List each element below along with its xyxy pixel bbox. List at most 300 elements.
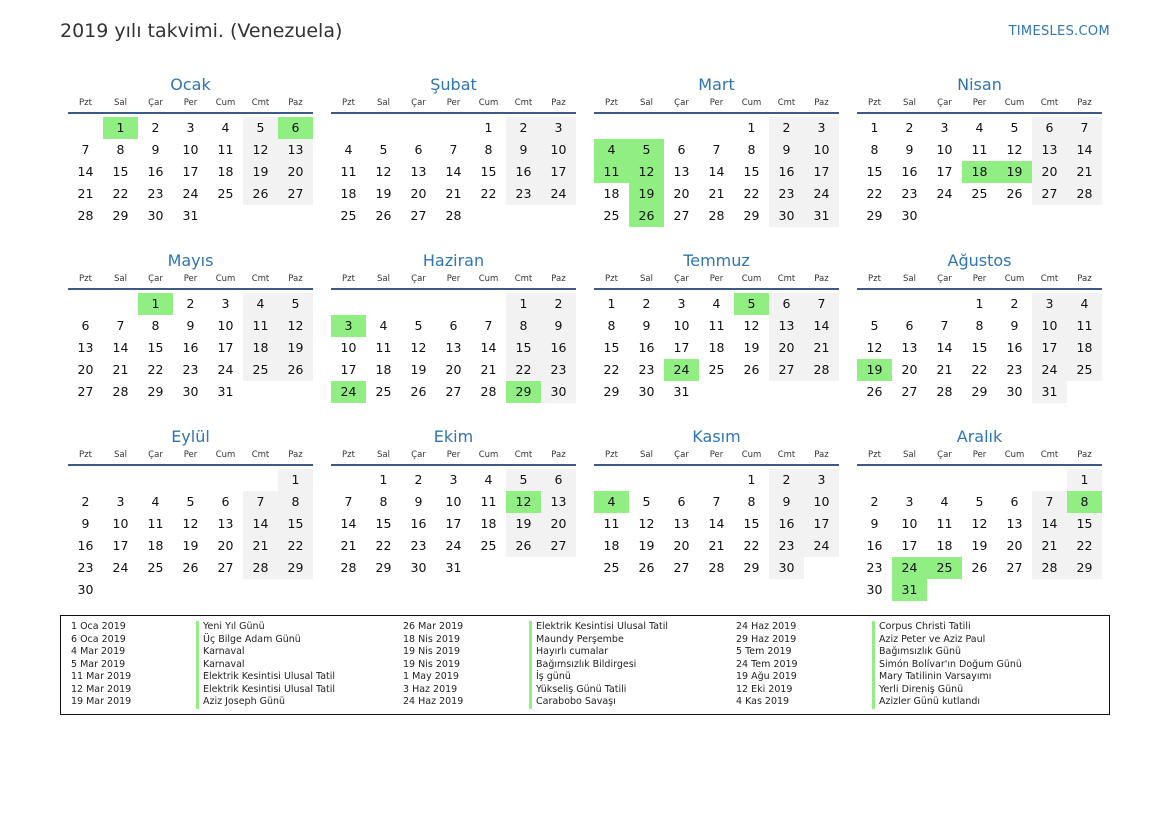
holiday-day-cell: 12 bbox=[506, 491, 541, 513]
day-cell: 19 bbox=[971, 538, 988, 553]
day-cell: 23 bbox=[638, 362, 655, 377]
day-cell: 17 bbox=[804, 161, 839, 183]
weekday-label: Per bbox=[709, 274, 724, 284]
day-cell: 29 bbox=[866, 208, 883, 223]
day-cell: 3 bbox=[1032, 293, 1067, 315]
month-calendar bbox=[331, 249, 576, 425]
day-cell: 10 bbox=[182, 142, 199, 157]
day-cell: 1 bbox=[870, 120, 879, 135]
holiday-date: 24 Tem 2019 bbox=[736, 658, 798, 670]
holiday-date: 19 Nis 2019 bbox=[403, 658, 460, 670]
day-cell: 27 bbox=[541, 535, 576, 557]
day-cell: 5 bbox=[243, 117, 278, 139]
month-name: Eylül bbox=[171, 427, 210, 446]
weekday-label: Paz bbox=[1077, 274, 1092, 284]
holiday-day-cell: 19 bbox=[857, 359, 892, 381]
weekday-label: Cum bbox=[215, 450, 236, 460]
day-cell: 6 bbox=[1032, 117, 1067, 139]
day-cell: 5 bbox=[642, 494, 651, 509]
day-cell: 16 bbox=[410, 516, 427, 531]
holiday-day-cell: 11 bbox=[594, 161, 629, 183]
day-cell: 13 bbox=[673, 164, 690, 179]
day-cell: 24 bbox=[804, 183, 839, 205]
holiday-date: 1 Oca 2019 bbox=[71, 621, 126, 632]
day-cell: 2 bbox=[151, 120, 160, 135]
day-cell: 28 bbox=[445, 208, 462, 223]
day-cell: 22 bbox=[375, 538, 392, 553]
weekday-label: Pzt bbox=[868, 98, 881, 108]
day-cell: 2 bbox=[769, 469, 804, 491]
day-cell: 11 bbox=[971, 142, 988, 157]
empty-cell bbox=[103, 469, 138, 491]
day-cell: 21 bbox=[445, 186, 462, 201]
weekday-label: Çar bbox=[411, 98, 426, 108]
day-cell: 10 bbox=[340, 340, 357, 355]
day-cell: 6 bbox=[541, 469, 576, 491]
holiday-date: 24 Haz 2019 bbox=[736, 621, 797, 632]
day-grid bbox=[594, 114, 839, 227]
holiday-day-cell: 1 bbox=[138, 293, 173, 315]
holiday-date: 19 Mar 2019 bbox=[71, 696, 132, 707]
weekday-label: Pzt bbox=[79, 450, 92, 460]
empty-cell bbox=[243, 469, 278, 491]
weekday-label: Paz bbox=[1077, 450, 1092, 460]
day-cell: 9 bbox=[186, 318, 195, 333]
day-cell: 18 bbox=[243, 337, 278, 359]
day-cell: 16 bbox=[77, 538, 94, 553]
day-cell: 23 bbox=[410, 538, 427, 553]
day-cell: 20 bbox=[541, 513, 576, 535]
day-cell: 17 bbox=[217, 340, 234, 355]
day-cell: 19 bbox=[410, 362, 427, 377]
day-cell: 19 bbox=[278, 337, 313, 359]
weekday-header bbox=[68, 449, 313, 466]
day-cell: 26 bbox=[243, 183, 278, 205]
day-cell: 30 bbox=[182, 384, 199, 399]
day-cell: 22 bbox=[112, 186, 129, 201]
holiday-date: 4 Kas 2019 bbox=[736, 696, 790, 707]
month-calendar bbox=[857, 73, 1102, 249]
day-cell: 28 bbox=[936, 384, 953, 399]
weekday-label: Pzt bbox=[868, 450, 881, 460]
day-cell: 23 bbox=[506, 183, 541, 205]
day-cell: 23 bbox=[866, 560, 883, 575]
day-cell: 1 bbox=[278, 469, 313, 491]
day-cell: 17 bbox=[340, 362, 357, 377]
site-link[interactable]: TIMESLES.COM bbox=[1008, 24, 1110, 39]
weekday-label: Cum bbox=[741, 98, 762, 108]
day-cell: 17 bbox=[936, 164, 953, 179]
day-cell: 18 bbox=[708, 340, 725, 355]
day-cell: 1 bbox=[379, 472, 388, 487]
holiday-day-cell: 5 bbox=[629, 139, 664, 161]
weekday-label: Sal bbox=[114, 98, 127, 108]
day-cell: 14 bbox=[445, 164, 462, 179]
day-cell: 26 bbox=[410, 384, 427, 399]
day-cell: 26 bbox=[278, 359, 313, 381]
day-cell: 4 bbox=[1067, 293, 1102, 315]
month-name: Ekim bbox=[433, 427, 474, 446]
weekday-header bbox=[331, 273, 576, 290]
day-cell: 6 bbox=[81, 318, 90, 333]
weekday-label: Cmt bbox=[514, 450, 533, 460]
day-cell: 3 bbox=[804, 469, 839, 491]
day-cell: 16 bbox=[638, 340, 655, 355]
day-cell: 21 bbox=[112, 362, 129, 377]
day-cell: 26 bbox=[866, 384, 883, 399]
day-cell: 22 bbox=[480, 186, 497, 201]
day-cell: 8 bbox=[506, 315, 541, 337]
day-cell: 11 bbox=[243, 315, 278, 337]
day-cell: 1 bbox=[484, 120, 493, 135]
day-cell: 27 bbox=[673, 560, 690, 575]
months-grid bbox=[68, 73, 1102, 601]
weekday-label: Cum bbox=[741, 450, 762, 460]
day-cell: 18 bbox=[375, 362, 392, 377]
month-calendar bbox=[857, 249, 1102, 425]
day-cell: 15 bbox=[278, 513, 313, 535]
day-cell: 17 bbox=[445, 516, 462, 531]
day-cell: 4 bbox=[221, 120, 230, 135]
day-cell: 12 bbox=[375, 164, 392, 179]
weekday-label: Paz bbox=[288, 98, 303, 108]
day-cell: 23 bbox=[769, 535, 804, 557]
page-title: 2019 yılı takvimi. (Venezuela) bbox=[60, 20, 343, 42]
day-cell: 21 bbox=[1067, 161, 1102, 183]
day-cell: 13 bbox=[1006, 516, 1023, 531]
day-cell: 17 bbox=[182, 164, 199, 179]
holiday-day-cell: 4 bbox=[594, 491, 629, 513]
day-cell: 7 bbox=[1067, 117, 1102, 139]
day-cell: 5 bbox=[975, 494, 984, 509]
day-cell: 26 bbox=[971, 560, 988, 575]
day-cell: 28 bbox=[112, 384, 129, 399]
day-cell: 30 bbox=[769, 557, 804, 579]
day-grid bbox=[857, 466, 1102, 601]
weekday-header bbox=[857, 449, 1102, 466]
day-cell: 23 bbox=[541, 359, 576, 381]
weekday-label: Per bbox=[972, 98, 987, 108]
day-cell: 17 bbox=[673, 340, 690, 355]
day-cell: 7 bbox=[1032, 491, 1067, 513]
day-cell: 15 bbox=[147, 340, 164, 355]
holiday-day-cell: 3 bbox=[331, 315, 366, 337]
holiday-date: 19 Ağu 2019 bbox=[736, 671, 797, 682]
day-cell: 29 bbox=[278, 557, 313, 579]
day-cell: 25 bbox=[217, 186, 234, 201]
day-cell: 6 bbox=[1010, 494, 1019, 509]
day-cell: 15 bbox=[743, 516, 760, 531]
day-cell: 13 bbox=[1032, 139, 1067, 161]
holiday-name: Bağımsızlık Bildirgesi bbox=[529, 659, 736, 672]
day-cell: 19 bbox=[182, 538, 199, 553]
day-cell: 10 bbox=[445, 494, 462, 509]
holiday-date: 3 Haz 2019 bbox=[403, 683, 458, 695]
holiday-day-cell: 8 bbox=[1067, 491, 1102, 513]
empty-cell bbox=[471, 293, 506, 315]
day-cell: 6 bbox=[414, 142, 423, 157]
day-cell: 29 bbox=[743, 560, 760, 575]
weekday-label: Çar bbox=[148, 450, 163, 460]
month-name: Haziran bbox=[422, 251, 485, 270]
holiday-day-cell: 1 bbox=[103, 117, 138, 139]
day-cell: 23 bbox=[182, 362, 199, 377]
day-cell: 1 bbox=[747, 120, 756, 135]
day-cell: 28 bbox=[77, 208, 94, 223]
day-cell: 21 bbox=[243, 535, 278, 557]
weekday-label: Cmt bbox=[1040, 98, 1059, 108]
day-cell: 25 bbox=[243, 359, 278, 381]
day-cell: 3 bbox=[186, 120, 195, 135]
day-cell: 4 bbox=[975, 120, 984, 135]
day-cell: 23 bbox=[901, 186, 918, 201]
empty-cell bbox=[68, 117, 103, 139]
month-calendar bbox=[68, 249, 313, 425]
day-cell: 22 bbox=[603, 362, 620, 377]
day-cell: 8 bbox=[747, 494, 756, 509]
day-cell: 18 bbox=[603, 538, 620, 553]
weekday-label: Pzt bbox=[342, 274, 355, 284]
day-cell: 14 bbox=[708, 516, 725, 531]
weekday-label: Cmt bbox=[1040, 274, 1059, 284]
day-cell: 28 bbox=[708, 208, 725, 223]
weekday-label: Cmt bbox=[1040, 450, 1059, 460]
holiday-names-col-1 bbox=[196, 621, 403, 714]
weekday-label: Cum bbox=[215, 98, 236, 108]
empty-cell bbox=[1032, 469, 1067, 491]
day-cell: 8 bbox=[975, 318, 984, 333]
day-cell: 22 bbox=[1067, 535, 1102, 557]
day-cell: 2 bbox=[186, 296, 195, 311]
weekday-label: Pzt bbox=[342, 450, 355, 460]
day-cell: 2 bbox=[81, 494, 90, 509]
day-cell: 12 bbox=[410, 340, 427, 355]
holiday-names-col-3 bbox=[872, 621, 1092, 714]
day-cell: 5 bbox=[870, 318, 879, 333]
day-cell: 30 bbox=[147, 208, 164, 223]
weekday-label: Per bbox=[972, 450, 987, 460]
day-cell: 19 bbox=[506, 513, 541, 535]
holiday-day-cell: 5 bbox=[734, 293, 769, 315]
weekday-label: Sal bbox=[114, 450, 127, 460]
weekday-label: Sal bbox=[903, 450, 916, 460]
holiday-day-cell: 24 bbox=[664, 359, 699, 381]
day-cell: 18 bbox=[147, 538, 164, 553]
day-cell: 24 bbox=[182, 186, 199, 201]
month-name: Şubat bbox=[430, 75, 477, 94]
weekday-label: Per bbox=[446, 274, 461, 284]
weekday-label: Pzt bbox=[868, 274, 881, 284]
day-cell: 12 bbox=[971, 516, 988, 531]
day-cell: 20 bbox=[445, 362, 462, 377]
day-cell: 19 bbox=[243, 161, 278, 183]
holiday-name: Simón Bolívar'ın Doğum Günü bbox=[872, 659, 1092, 672]
weekday-label: Paz bbox=[814, 274, 829, 284]
day-cell: 15 bbox=[866, 164, 883, 179]
holiday-day-cell: 26 bbox=[629, 205, 664, 227]
holiday-date: 18 Nis 2019 bbox=[403, 633, 460, 645]
day-cell: 8 bbox=[747, 142, 756, 157]
month-calendar bbox=[331, 73, 576, 249]
weekday-label: Pzt bbox=[605, 98, 618, 108]
day-cell: 4 bbox=[344, 142, 353, 157]
day-cell: 26 bbox=[638, 560, 655, 575]
day-cell: 11 bbox=[603, 516, 620, 531]
day-cell: 6 bbox=[769, 293, 804, 315]
day-cell: 20 bbox=[673, 186, 690, 201]
day-cell: 15 bbox=[603, 340, 620, 355]
day-cell: 26 bbox=[375, 208, 392, 223]
day-cell: 19 bbox=[743, 340, 760, 355]
day-cell: 19 bbox=[375, 186, 392, 201]
day-cell: 6 bbox=[905, 318, 914, 333]
month-calendar bbox=[68, 73, 313, 249]
holiday-name: Mary Tatilinin Varsayımı bbox=[872, 671, 1092, 684]
day-cell: 2 bbox=[506, 117, 541, 139]
day-cell: 31 bbox=[182, 208, 199, 223]
empty-cell bbox=[892, 293, 927, 315]
day-cell: 10 bbox=[217, 318, 234, 333]
weekday-header bbox=[594, 97, 839, 114]
month-name: Mayıs bbox=[167, 251, 214, 270]
day-cell: 6 bbox=[221, 494, 230, 509]
weekday-label: Sal bbox=[114, 274, 127, 284]
day-cell: 25 bbox=[603, 208, 620, 223]
weekday-label: Sal bbox=[377, 98, 390, 108]
weekday-label: Paz bbox=[814, 450, 829, 460]
day-cell: 3 bbox=[940, 120, 949, 135]
day-cell: 18 bbox=[603, 186, 620, 201]
day-cell: 30 bbox=[410, 560, 427, 575]
day-cell: 8 bbox=[151, 318, 160, 333]
day-cell: 8 bbox=[278, 491, 313, 513]
holiday-day-cell: 19 bbox=[997, 161, 1032, 183]
month-name: Nisan bbox=[957, 75, 1002, 94]
day-cell: 22 bbox=[506, 359, 541, 381]
day-cell: 20 bbox=[1032, 161, 1067, 183]
day-cell: 7 bbox=[712, 142, 721, 157]
day-cell: 30 bbox=[866, 582, 883, 597]
holiday-date: 6 Oca 2019 bbox=[71, 633, 126, 645]
holiday-day-cell: 31 bbox=[892, 579, 927, 601]
weekday-label: Sal bbox=[903, 98, 916, 108]
day-cell: 12 bbox=[278, 315, 313, 337]
day-cell: 9 bbox=[905, 142, 914, 157]
day-cell: 18 bbox=[936, 538, 953, 553]
day-cell: 12 bbox=[638, 516, 655, 531]
day-cell: 2 bbox=[1010, 296, 1019, 311]
day-cell: 7 bbox=[116, 318, 125, 333]
day-cell: 15 bbox=[743, 164, 760, 179]
day-cell: 28 bbox=[340, 560, 357, 575]
day-cell: 30 bbox=[769, 205, 804, 227]
weekday-label: Sal bbox=[640, 450, 653, 460]
day-cell: 17 bbox=[901, 538, 918, 553]
day-cell: 28 bbox=[1067, 183, 1102, 205]
day-cell: 2 bbox=[414, 472, 423, 487]
empty-cell bbox=[664, 117, 699, 139]
weekday-header bbox=[68, 273, 313, 290]
day-cell: 20 bbox=[410, 186, 427, 201]
weekday-label: Çar bbox=[674, 450, 689, 460]
holiday-name: Üç Bilge Adam Günü bbox=[196, 634, 403, 647]
weekday-label: Sal bbox=[377, 274, 390, 284]
empty-cell bbox=[366, 117, 401, 139]
day-cell: 27 bbox=[445, 384, 462, 399]
empty-cell bbox=[331, 293, 366, 315]
day-cell: 6 bbox=[677, 494, 686, 509]
month-calendar bbox=[68, 425, 313, 601]
day-cell: 29 bbox=[971, 384, 988, 399]
day-cell: 18 bbox=[1067, 337, 1102, 359]
weekday-label: Pzt bbox=[342, 98, 355, 108]
day-cell: 9 bbox=[769, 491, 804, 513]
day-grid bbox=[68, 466, 313, 601]
holiday-date: 11 Mar 2019 bbox=[71, 671, 132, 682]
day-cell: 13 bbox=[217, 516, 234, 531]
day-grid bbox=[331, 466, 576, 579]
day-cell: 14 bbox=[112, 340, 129, 355]
holiday-name: Maundy Perşembe bbox=[529, 634, 736, 647]
weekday-label: Per bbox=[972, 274, 987, 284]
day-cell: 24 bbox=[804, 535, 839, 557]
weekday-label: Paz bbox=[288, 450, 303, 460]
day-cell: 31 bbox=[804, 205, 839, 227]
day-cell: 5 bbox=[1010, 120, 1019, 135]
day-cell: 16 bbox=[147, 164, 164, 179]
day-cell: 31 bbox=[1032, 381, 1067, 403]
day-cell: 8 bbox=[607, 318, 616, 333]
weekday-label: Per bbox=[183, 98, 198, 108]
day-cell: 21 bbox=[1032, 535, 1067, 557]
empty-cell bbox=[138, 469, 173, 491]
day-cell: 15 bbox=[112, 164, 129, 179]
day-cell: 25 bbox=[603, 560, 620, 575]
day-cell: 14 bbox=[708, 164, 725, 179]
day-cell: 3 bbox=[804, 117, 839, 139]
day-cell: 2 bbox=[905, 120, 914, 135]
day-cell: 23 bbox=[769, 183, 804, 205]
day-cell: 12 bbox=[866, 340, 883, 355]
weekday-label: Cum bbox=[478, 450, 499, 460]
day-cell: 11 bbox=[217, 142, 234, 157]
holiday-name: Carabobo Savaşı bbox=[529, 696, 736, 709]
day-cell: 20 bbox=[673, 538, 690, 553]
day-cell: 17 bbox=[1032, 337, 1067, 359]
day-cell: 13 bbox=[77, 340, 94, 355]
day-cell: 10 bbox=[673, 318, 690, 333]
day-cell: 1 bbox=[975, 296, 984, 311]
weekday-label: Çar bbox=[148, 274, 163, 284]
month-name: Aralık bbox=[956, 427, 1003, 446]
month-calendar bbox=[857, 425, 1102, 601]
day-cell: 20 bbox=[901, 362, 918, 377]
day-cell: 2 bbox=[870, 494, 879, 509]
day-cell: 7 bbox=[81, 142, 90, 157]
day-cell: 9 bbox=[506, 139, 541, 161]
day-cell: 1 bbox=[747, 472, 756, 487]
day-cell: 16 bbox=[769, 161, 804, 183]
weekday-label: Per bbox=[446, 450, 461, 460]
day-cell: 20 bbox=[217, 538, 234, 553]
day-cell: 16 bbox=[541, 337, 576, 359]
day-cell: 3 bbox=[116, 494, 125, 509]
day-cell: 25 bbox=[1067, 359, 1102, 381]
day-cell: 20 bbox=[77, 362, 94, 377]
holiday-name: Bağımsızlık Günü bbox=[872, 646, 1092, 659]
weekday-label: Cmt bbox=[514, 98, 533, 108]
day-cell: 21 bbox=[708, 538, 725, 553]
